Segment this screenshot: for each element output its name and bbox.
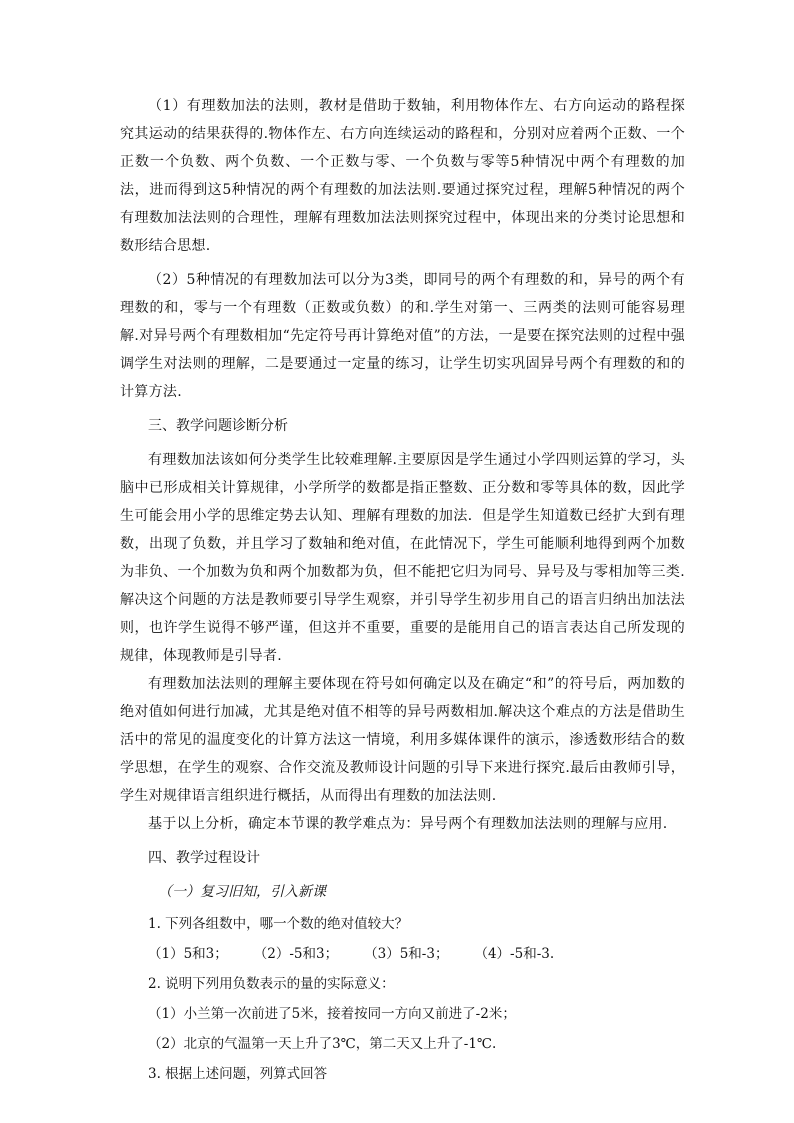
question-1-option-4: （4）-5和-3. [474,946,555,962]
question-2-part-2: （2）北京的气温第一天上升了3℃，第二天又上升了-1℃. [148,1036,497,1052]
document-page [120,92,685,1090]
paragraph-teaching-difficulty: 基于以上分析，确定本节课的教学难点为：异号两个有理数加法法则的理解与应用. [148,816,668,832]
paragraph-addition-rule-textbook: （1）有理数加法的法则，教材是借助于数轴，利用物体作左、右方向运动的路程探究其运动的结果获得的.物体作左、右方向连续运动的路程和，分别对应着两个正数、一个正数一个负数、两个负数、一个正数与零、一个负数与零等5种情况中两个有理数的加法，进而得到这5种情况的两个有理数的加法法则.要通过探究过程，理解5种情况的两个有理数加法法则的合理性，理解有理数加法法则探究过程中，体现出来的分类讨论思想和数形结合思想. [120,98,685,254]
section-heading-process-design: 四、教学过程设计 [148,850,260,866]
question-2-part-1: （1）小兰第一次前进了5米，接着按同一方向又前进了-2米； [148,1006,516,1022]
paragraph-rule-understanding: 有理数加法法则的理解主要体现在符号如何确定以及在确定“和”的符号后，两加数的绝对值如何进行加减，尤其是绝对值不相等的异号两数相加.解决这个难点的方法是借助生活中的常见的温度变化的计算方法这一情境，利用多媒体课件的演示，渗透数形结合的数学思想，在学生的观察、合作交流及教师设计问题的引导下来进行探究.最后由教师引导，学生对规律语言组织进行概括，从而得出有理数的加法法则. [120,676,685,804]
question-1: 1. 下列各组数中，哪一个数的绝对值较大？ [148,916,409,932]
question-1-options [120,940,685,968]
question-1-option-3: （3）5和-3； [364,946,449,962]
question-1-option-1: （1）5和3； [148,946,228,962]
subheading-review-introduce: （一）复习旧知，引入新课 [158,884,326,900]
question-2: 2. 说明下列用负数表示的量的实际意义： [148,976,395,992]
question-1-option-2: （2）-5和3； [253,946,339,962]
paragraph-difficulty-classification: 有理数加法该如何分类学生比较难理解.主要原因是学生通过小学四则运算的学习，头脑中已形成相关计算规律，小学所学的数都是指正整数、正分数和零等具体的数，因此学生可能会用小学的思维定势去认知、理解有理数的加法．但是学生知道数已经扩大到有理数，出现了负数，并且学习了数轴和绝对值，在此情况下，学生可能顺利地得到两个加数为非负、一个加数为负和两个加数都为负，但不能把它归为同号、异号及与零相加等三类.解决这个问题的方法是教师要引导学生观察，并引导学生初步用自己的语言归纳出加法法则，也许学生说得不够严谨，但这并不重要，重要的是能用自己的语言表达自己所发现的规律，体现教师是引导者. [120,452,685,664]
question-3: 3. 根据上述问题，列算式回答 [148,1066,328,1082]
paragraph-addition-categories: （2）5种情况的有理数加法可以分为3类，即同号的两个有理数的和，异号的两个有理数的和，零与一个有理数（正数或负数）的和.学生对第一、三两类的法则可能容易理解.对异号两个有理数相加“先定符号再计算绝对值”的方法，一是要在探究法则的过程中强调学生对法则的理解，二是要通过一定量的练习，让学生切实巩固异号两个有理数的和的计算方法. [120,272,685,400]
section-heading-problem-diagnosis: 三、教学问题诊断分析 [148,418,288,434]
